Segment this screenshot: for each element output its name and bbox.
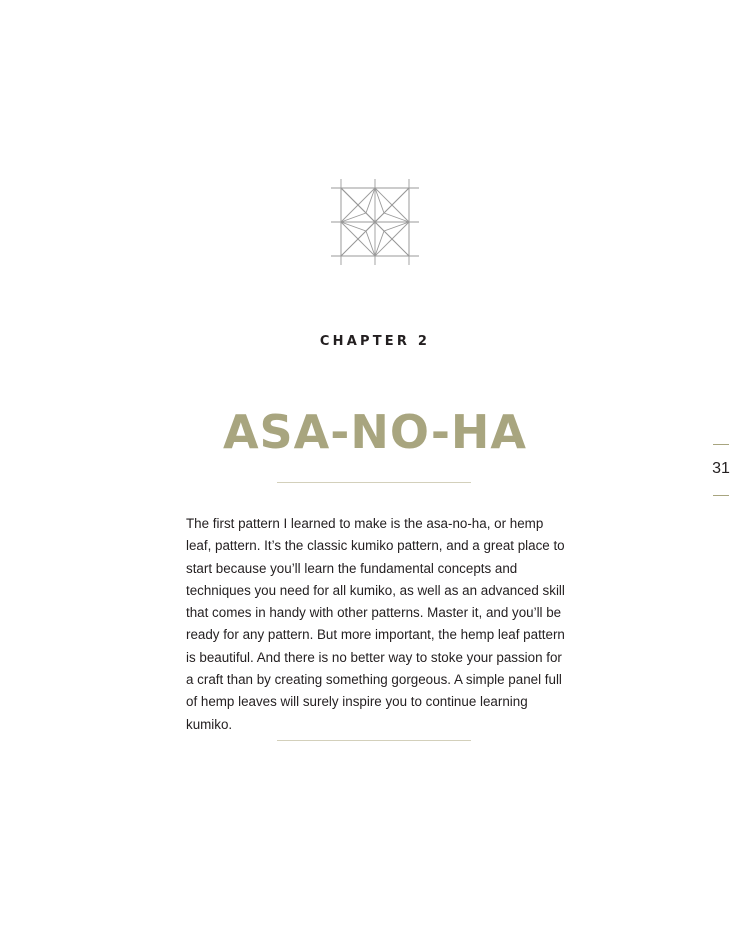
intro-paragraph: The first pattern I learned to make is the asa-no-ha, or hemp leaf, pattern. It’s the classic kumiko pattern, and a great place to start because you’ll learn the fundamental concepts and techniques you need for all kumiko, as well as an advanced skill that comes in handy with other patterns. Master it, and you’ll be ready for any pattern. But more important, the hemp leaf pattern is beautiful. And there is no better way to stoke your passion for a craft than by creating something gorgeous. A simple panel full of hemp leaves will surely inspire you to continue learning kumiko. bbox=[186, 516, 565, 732]
page-tab-top-line bbox=[713, 444, 729, 445]
chapter-title: ASA-NO-HA bbox=[222, 405, 528, 459]
asa-no-ha-pattern-icon bbox=[331, 179, 419, 265]
title-divider bbox=[277, 482, 471, 483]
chapter-label: CHAPTER 2 bbox=[319, 334, 431, 349]
section-divider bbox=[277, 740, 471, 741]
page-number: 31 bbox=[712, 460, 730, 477]
page-tab-bottom-line bbox=[713, 495, 729, 496]
